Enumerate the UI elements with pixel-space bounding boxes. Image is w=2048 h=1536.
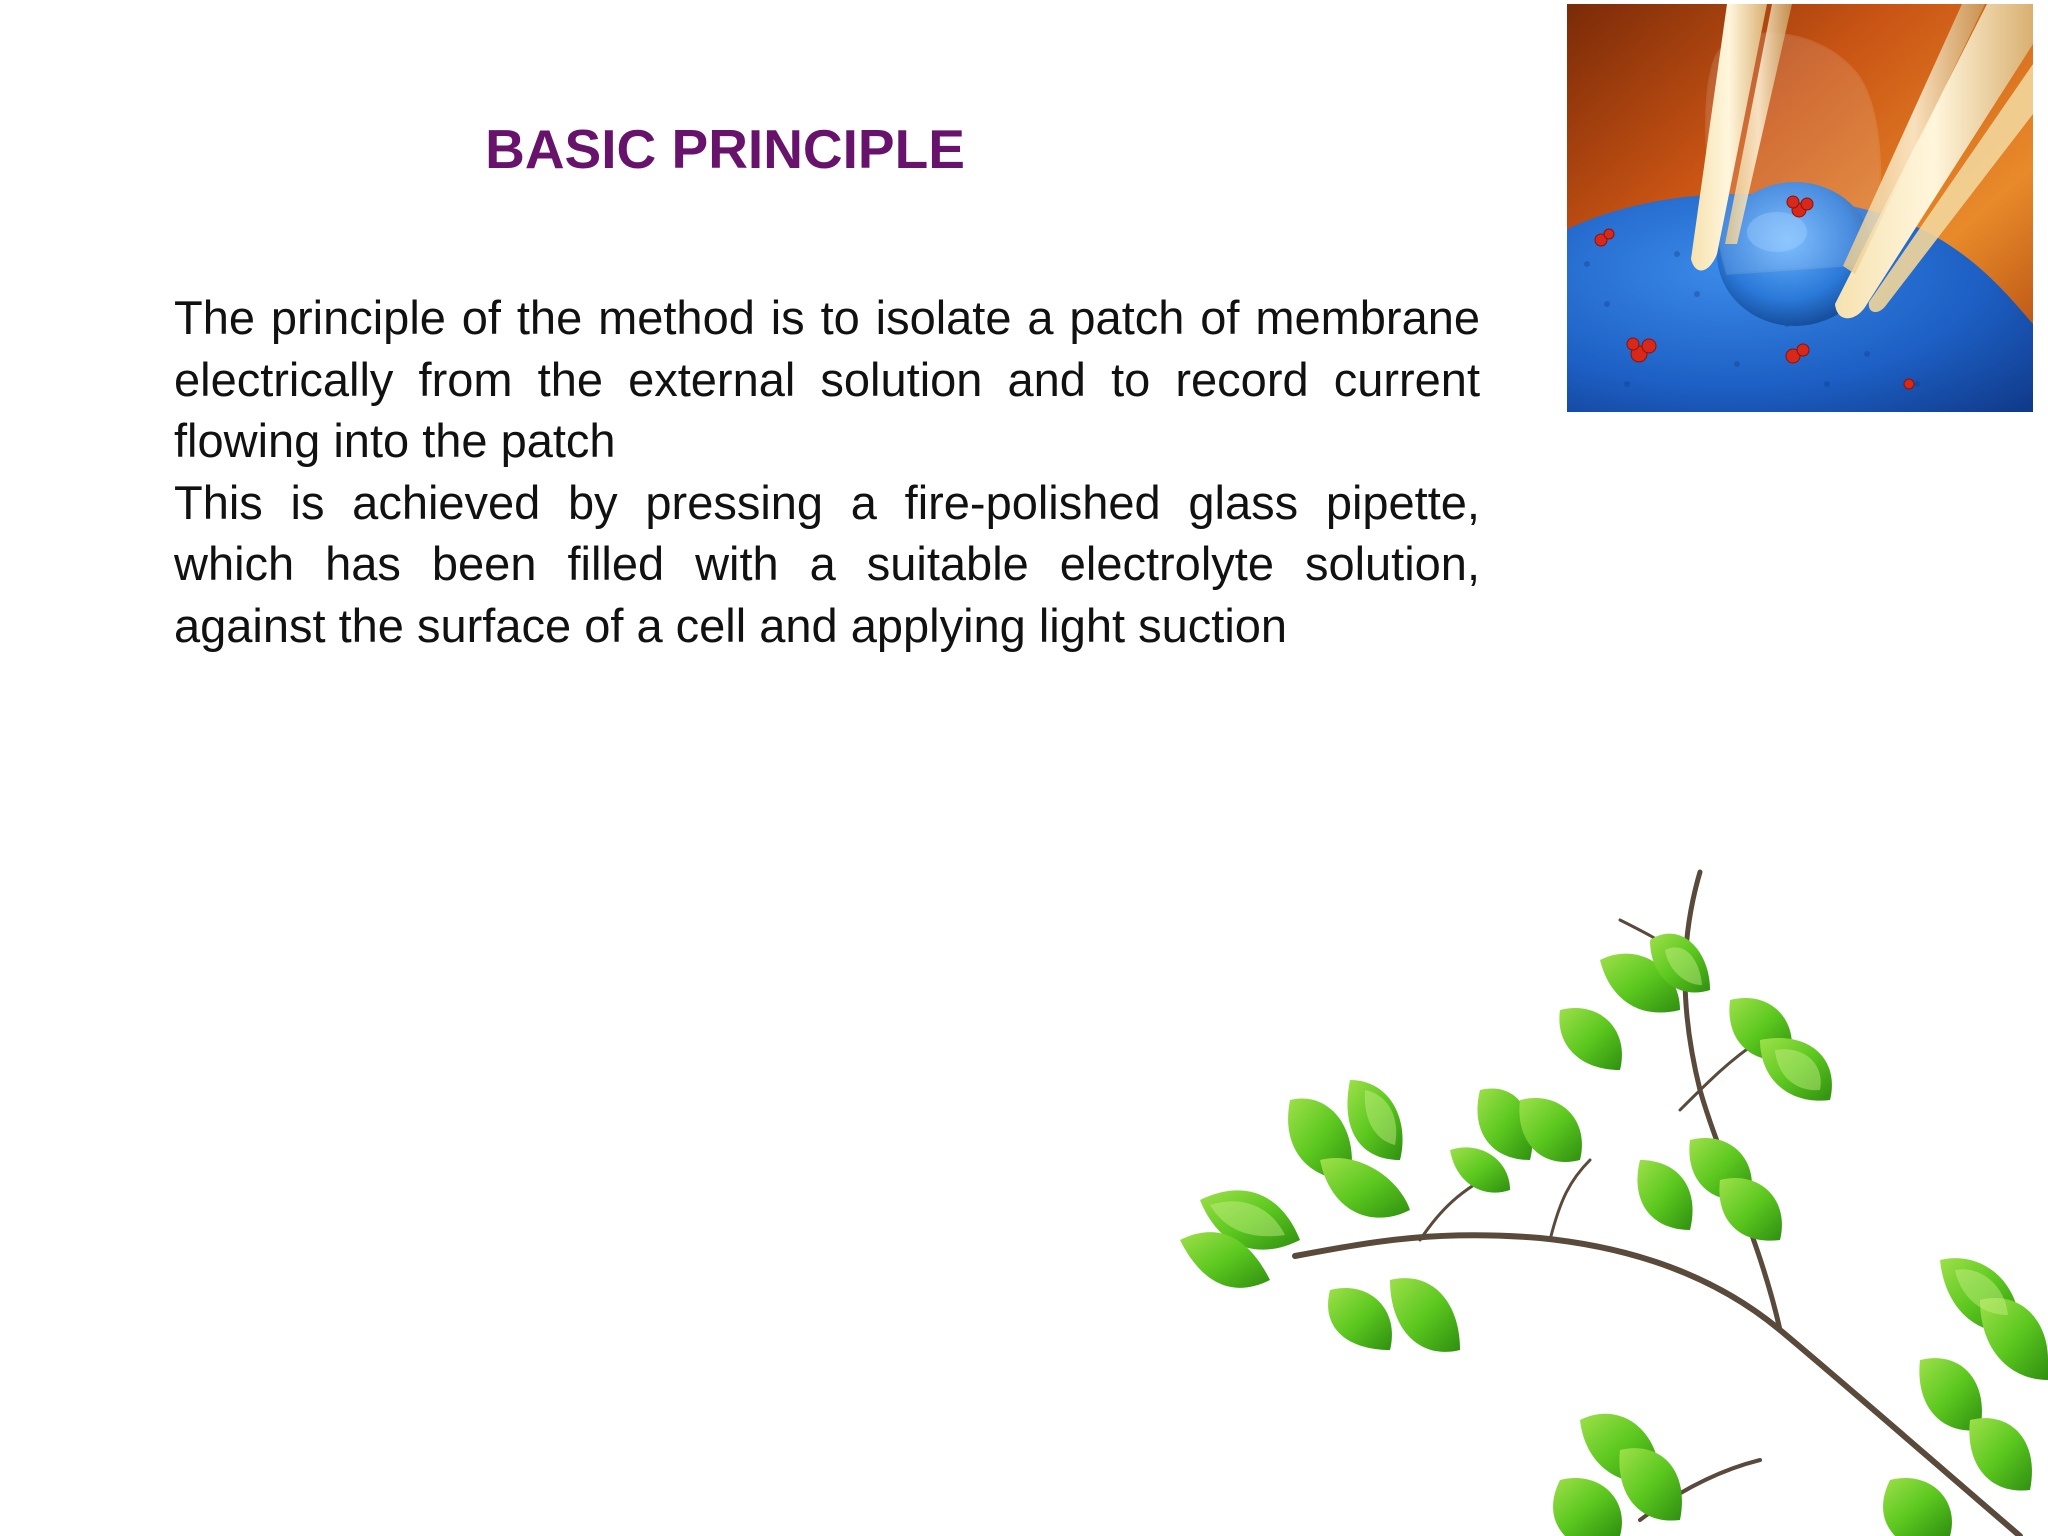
leafy-branch-graphic bbox=[1120, 860, 2048, 1536]
leafy-branch-decoration bbox=[1120, 860, 2048, 1536]
paragraph-principle: The principle of the method is to isolate a patch of membrane electrically from the external solution and to record current flowing into the patch bbox=[174, 291, 1480, 467]
slide-title: BASIC PRINCIPLE bbox=[485, 118, 965, 180]
slide-body bbox=[174, 287, 1480, 656]
paragraph-method: This is achieved by pressing a fire-polished glass pipette, which has been filled with a suitable electrolyte solution, against the surface of a cell and applying light suction bbox=[174, 475, 1480, 652]
patch-clamp-illustration bbox=[1567, 4, 2033, 412]
patch-clamp-illustration-graphic bbox=[1567, 4, 2033, 412]
